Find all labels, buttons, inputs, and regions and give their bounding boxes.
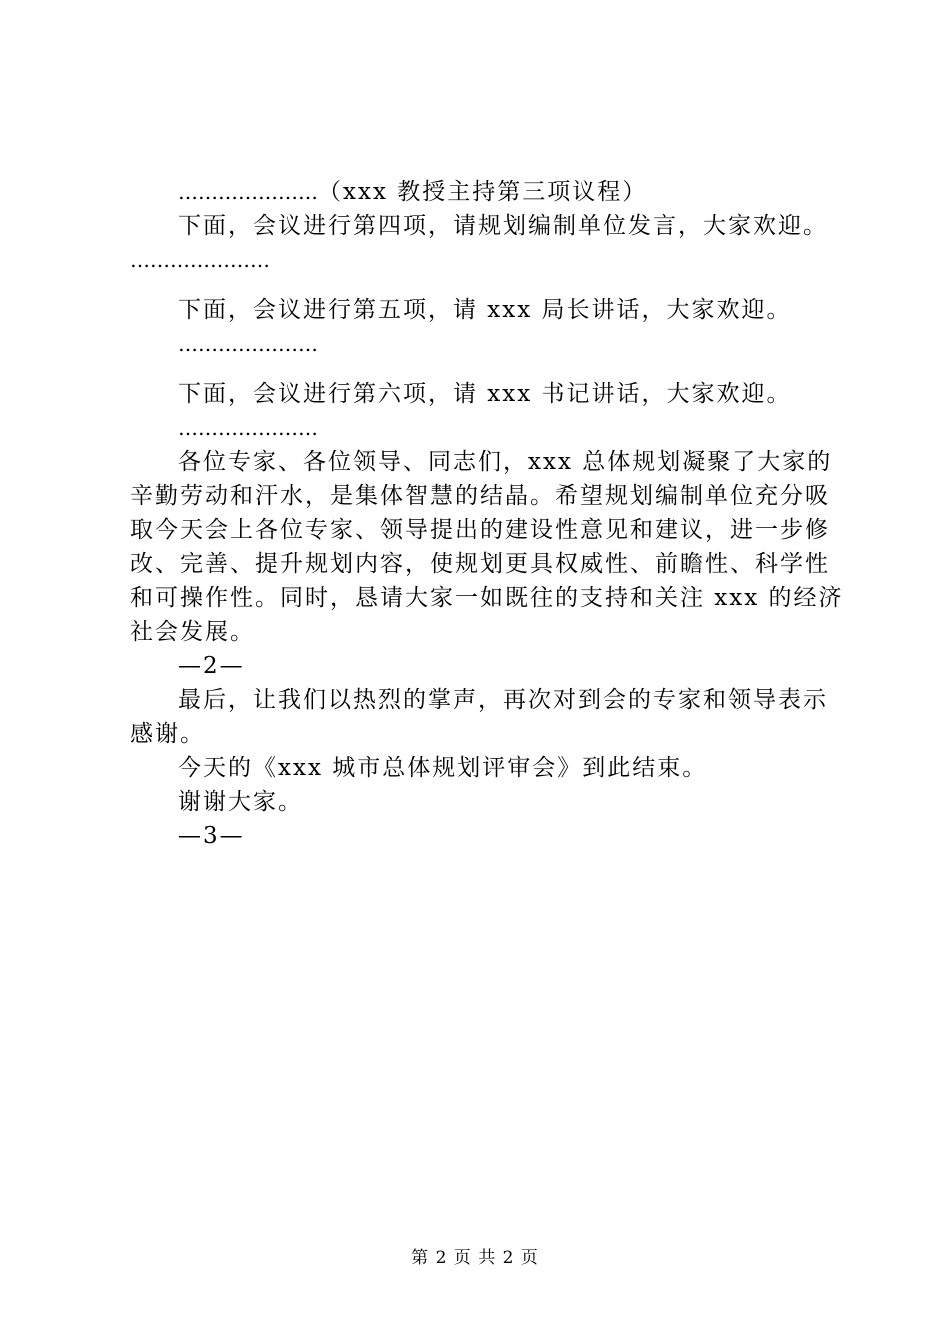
page-mark-2: —2— (178, 653, 245, 679)
document-body (130, 175, 850, 853)
item5-line: 下面，会议进行第五项，请 xxx 局长讲话，大家欢迎。 (178, 297, 792, 323)
page-footer: 第 2 页 共 2 页 (411, 1248, 539, 1268)
dots4-line: ………………… (130, 248, 270, 272)
item6-line: 下面，会议进行第六项，请 xxx 书记讲话，大家欢迎。 (178, 381, 792, 407)
ellipsis-dots: ………………… (178, 180, 318, 204)
dots6-line: ………………… (178, 416, 318, 440)
closing-paragraph: 各位专家、各位领导、同志们，xxx 总体规划凝聚了大家的辛勤劳动和汗水，是集体智慧的结晶。希望规划编制单位充分吸取今天会上各位专家、领导提出的建设性意见和建议，进一步修改、完善、提升规划内容，使规划更具权威性、前瞻性、科学性和可操作性。同时，恳请大家一如既往的支持和关注 xxx 的经济社会发展。 (130, 449, 844, 645)
host3-line (130, 175, 850, 209)
item4-line: 下面，会议进行第四项，请规划编制单位发言，大家欢迎。 (178, 213, 828, 239)
page-mark-3: —3— (178, 823, 245, 849)
host3-note: （xxx 教授主持第三项议程） (318, 179, 648, 205)
dots5-line: ………………… (178, 332, 318, 356)
thank-you-line: 谢谢大家。 (178, 789, 303, 815)
end-line: 今天的《xxx 城市总体规划评审会》到此结束。 (178, 755, 708, 781)
thanks-paragraph: 最后，让我们以热烈的掌声，再次对到会的专家和领导表示感谢。 (130, 687, 828, 747)
